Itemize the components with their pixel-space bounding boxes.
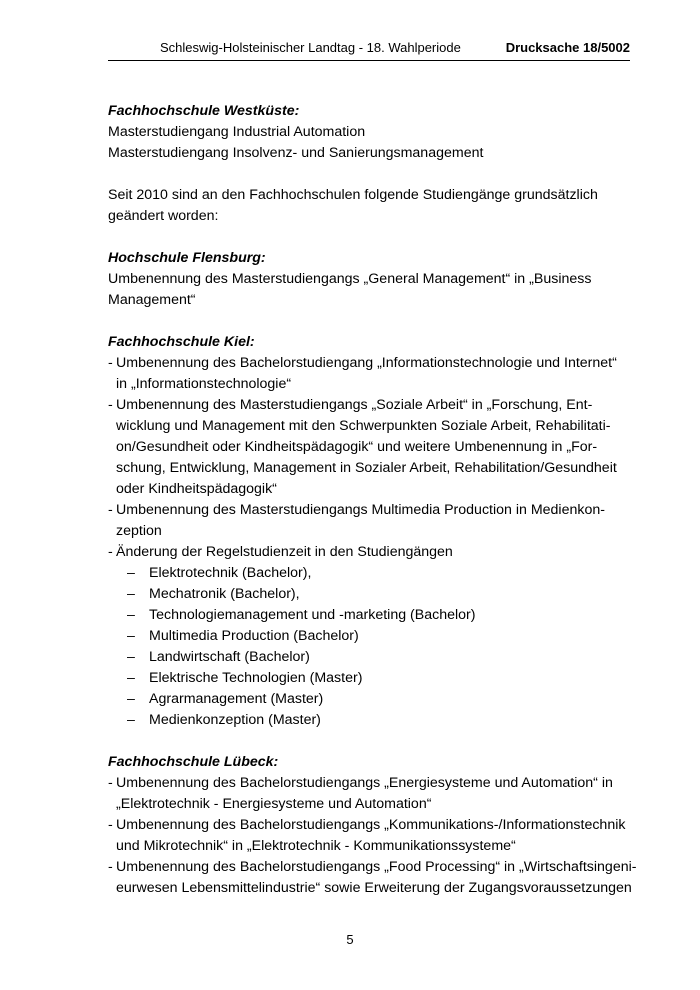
sub-list-item: – Medienkonzeption (Master) xyxy=(108,710,638,731)
list-item: - Umbenennung des Bachelorstudiengangs „Food Processing“ in „Wirtschaftsingeni- eurwesen Lebensmittelindustrie“ sowie Erweiterung der Zugangsvoraussetzungen xyxy=(108,859,637,896)
sub-list-item: – Elektrische Technologien (Master) xyxy=(108,668,638,689)
intro-line: geändert worden: xyxy=(108,208,219,224)
en-dash-bullet: – xyxy=(127,649,135,665)
list-item: - Umbenennung des Bachelorstudiengang „Informationstechnologie und Internet“ in „Informationstechnologie“ xyxy=(108,355,617,392)
en-dash-bullet: – xyxy=(127,607,135,623)
dash-bullet: - xyxy=(108,859,113,875)
list-item: - Umbenennung des Bachelorstudiengangs „Kommunikations-/Informationstechnik und Mikrotechnik“ in „Elektrotechnik - Kommunikationssysteme“ xyxy=(108,817,626,854)
list-item: - Umbenennung des Masterstudiengangs Multimedia Production in Medienkon- zeption xyxy=(108,502,605,539)
section-heading-kiel: Fachhochschule Kiel: xyxy=(108,334,255,350)
en-dash-bullet: – xyxy=(127,712,135,728)
sub-list-item: – Landwirtschaft (Bachelor) xyxy=(108,647,638,668)
document-body xyxy=(108,101,638,899)
sub-list-item: – Agrarmanagement (Master) xyxy=(108,689,638,710)
sub-list-item: – Elektrotechnik (Bachelor), xyxy=(108,563,638,584)
header-title: Schleswig-Holsteinischer Landtag - 18. Wahlperiode xyxy=(160,40,461,55)
sub-list-item: – Multimedia Production (Bachelor) xyxy=(108,626,638,647)
dash-bullet: - xyxy=(108,775,113,791)
dash-bullet: - xyxy=(108,502,113,518)
en-dash-bullet: – xyxy=(127,586,135,602)
en-dash-bullet: – xyxy=(127,565,135,581)
en-dash-bullet: – xyxy=(127,691,135,707)
list-item: - Umbenennung des Masterstudiengangs „Soziale Arbeit“ in „Forschung, Ent- wicklung und Management mit den Schwerpunkten Soziale Arbeit, Rehabilitati- on/Gesundheit oder Kindheitspädagogik“ und weitere Umbenennung in „For- schung, Entwicklung, Management in Sozialer Arbeit, Rehabilitation/Gesundheit oder Kindheitspädagogik“ xyxy=(108,397,617,497)
sub-list-item: – Technologiemanagement und -marketing (Bachelor) xyxy=(108,605,638,626)
section-heading-luebeck: Fachhochschule Lübeck: xyxy=(108,754,279,770)
sub-list-item: – Mechatronik (Bachelor), xyxy=(108,584,638,605)
list-item: - Umbenennung des Bachelorstudiengangs „Energiesysteme und Automation“ in „Elektrotechnik - Energiesysteme und Automation“ xyxy=(108,775,613,812)
section-heading-westkueste: Fachhochschule Westküste: xyxy=(108,103,300,119)
dash-bullet: - xyxy=(108,544,113,560)
list-item: - Änderung der Regelstudienzeit in den Studiengängen xyxy=(108,542,638,563)
page-header xyxy=(108,36,630,61)
document-reference: Drucksache 18/5002 xyxy=(505,40,630,55)
en-dash-bullet: – xyxy=(127,670,135,686)
text-line: Umbenennung des Masterstudiengangs „General Management“ in „Business xyxy=(108,271,592,287)
intro-line: Seit 2010 sind an den Fachhochschulen folgende Studiengänge grundsätzlich xyxy=(108,187,598,203)
dash-bullet: - xyxy=(108,817,113,833)
dash-bullet: - xyxy=(108,397,113,413)
section-heading-flensburg: Hochschule Flensburg: xyxy=(108,250,266,266)
text-line: Masterstudiengang Industrial Automation xyxy=(108,124,366,140)
en-dash-bullet: – xyxy=(127,628,135,644)
text-line: Management“ xyxy=(108,292,196,308)
page-number: 5 xyxy=(346,932,354,947)
text-line: Masterstudiengang Insolvenz- und Sanierungsmanagement xyxy=(108,145,484,161)
dash-bullet: - xyxy=(108,355,113,371)
